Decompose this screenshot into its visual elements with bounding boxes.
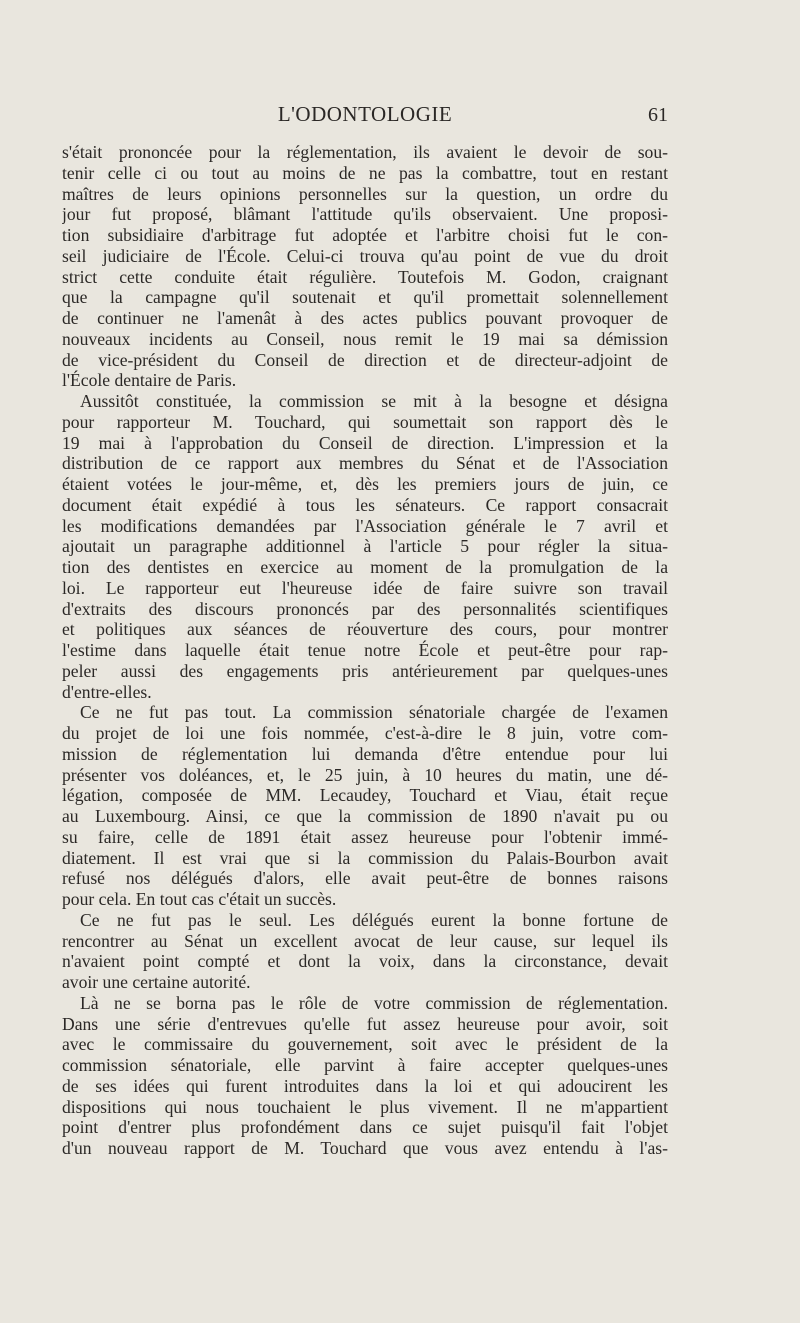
text-line: du projet de loi une fois nommée, c'est-à-dire le 8 juin, votre com- — [62, 723, 668, 743]
text-line: dispositions qui nous touchaient le plus vivement. Il ne m'appartient — [62, 1096, 668, 1117]
text-line: s'était prononcée pour la réglementation, ils avaient le devoir de sou- — [62, 142, 668, 162]
text-line: loi. Le rapporteur eut l'heureuse idée de faire suivre son travail — [62, 577, 668, 598]
text-line: Aussitôt constituée, la commission se mit à la besogne et désigna — [80, 391, 668, 411]
text-line: pour rapporteur M. Touchard, qui soumettait son rapport dès le — [62, 411, 668, 432]
text-line: et politiques aux séances de réouverture des cours, pour montrer — [62, 619, 668, 640]
text-line: Dans une série d'entrevues qu'elle fut assez heureuse pour avoir, soit — [62, 1013, 668, 1034]
text-line: point d'entrer plus profondément dans ce sujet puisqu'il fait l'objet — [62, 1117, 668, 1138]
text-line: étaient votées le jour-même, et, dès les premiers jours de juin, ce — [62, 474, 668, 494]
text-line: de ses idées qui furent introduites dans la loi et qui adoucirent les — [62, 1075, 668, 1096]
text-line: de vice-président du Conseil de direction et de directeur-adjoint de — [62, 349, 668, 370]
text-line: d'extraits des discours prononcés par des personnalités scientifiques — [62, 598, 668, 619]
text-line: pour cela. En tout cas c'était un succès. — [62, 889, 337, 909]
text-line: l'estime dans laquelle était tenue notre École et peut-être pour rap- — [62, 640, 668, 660]
text-line: commission sénatoriale, elle parvint à faire accepter quelques-unes — [62, 1055, 668, 1075]
text-line: su faire, celle de 1891 était assez heureuse pour l'obtenir immé- — [62, 826, 668, 847]
running-head: L'ODONTOLOGIE — [277, 102, 453, 126]
text-line: jour fut proposé, blâmant l'attitude qu'ils observaient. Une proposi- — [62, 204, 668, 225]
text-line: nouveaux incidents au Conseil, nous remit le 19 mai sa démission — [62, 328, 668, 349]
text-line: seil judiciaire de l'École. Celui-ci trouva qu'au point de vue du droit — [62, 245, 668, 266]
text-line: présenter vos doléances, et, le 25 juin, à 10 heures du matin, une dé- — [62, 764, 668, 785]
text-line: n'avaient point compté et dont la voix, dans la circonstance, devait — [62, 951, 668, 972]
page-number: 61 — [648, 104, 668, 126]
text-line: d'entre-elles. — [62, 681, 152, 702]
text-line: avec le commissaire du gouvernement, soit avec le président de la — [62, 1034, 668, 1055]
body-text — [62, 142, 668, 1159]
text-line: que la campagne qu'il soutenait et qu'il promettait solennellement — [62, 287, 668, 308]
text-line: l'École dentaire de Paris. — [62, 370, 237, 391]
page-header — [62, 102, 668, 132]
text-line: au Luxembourg. Ainsi, ce que la commission de 1890 n'avait pu ou — [62, 806, 668, 826]
text-line: mission de réglementation lui demanda d'être entendue pour lui — [62, 743, 668, 764]
text-line: document était expédié à tous les sénateurs. Ce rapport consacrait — [62, 494, 668, 515]
text-line: refusé nos délégués d'alors, elle avait peut-être de bonnes raisons — [62, 868, 668, 889]
text-line: peler aussi des engagements pris antérieurement par quelques-unes — [62, 660, 668, 681]
text-line: Ce ne fut pas tout. La commission sénatoriale chargée de l'examen — [80, 702, 668, 723]
text-line: légation, composée de MM. Lecaudey, Touchard et Viau, était reçue — [62, 785, 668, 806]
text-line: diatement. Il est vrai que si la commission du Palais-Bourbon avait — [62, 847, 668, 868]
text-line: d'un nouveau rapport de M. Touchard que vous avez entendu à l'as- — [62, 1138, 668, 1158]
text-line: tenir celle ci ou tout au moins de ne pas la combattre, tout en restant — [62, 162, 668, 183]
text-line: avoir une certaine autorité. — [62, 972, 251, 992]
text-line: tion des dentistes en exercice au moment de la promulgation de la — [62, 557, 668, 577]
text-line: les modifications demandées par l'Association générale le 7 avril et — [62, 515, 668, 536]
text-line: de continuer ne l'amenât à des actes publics pouvant provoquer de — [62, 308, 668, 328]
text-line: tion subsidiaire d'arbitrage fut adoptée et l'arbitre choisi fut le con- — [62, 225, 668, 245]
text-line: 19 mai à l'approbation du Conseil de direction. L'impression et la — [62, 432, 668, 453]
text-line: rencontrer au Sénat un excellent avocat de leur cause, sur lequel ils — [62, 930, 668, 951]
text-line: ajoutait un paragraphe additionnel à l'article 5 pour régler la situa- — [62, 536, 668, 557]
text-line: strict cette conduite était régulière. Toutefois M. Godon, craignant — [62, 266, 668, 287]
text-line: Ce ne fut pas le seul. Les délégués eurent la bonne fortune de — [80, 909, 668, 930]
text-line: distribution de ce rapport aux membres du Sénat et de l'Association — [62, 453, 668, 474]
text-line: maîtres de leurs opinions personnelles sur la question, un ordre du — [62, 183, 668, 204]
text-line: Là ne se borna pas le rôle de votre commission de réglementation. — [80, 992, 668, 1013]
